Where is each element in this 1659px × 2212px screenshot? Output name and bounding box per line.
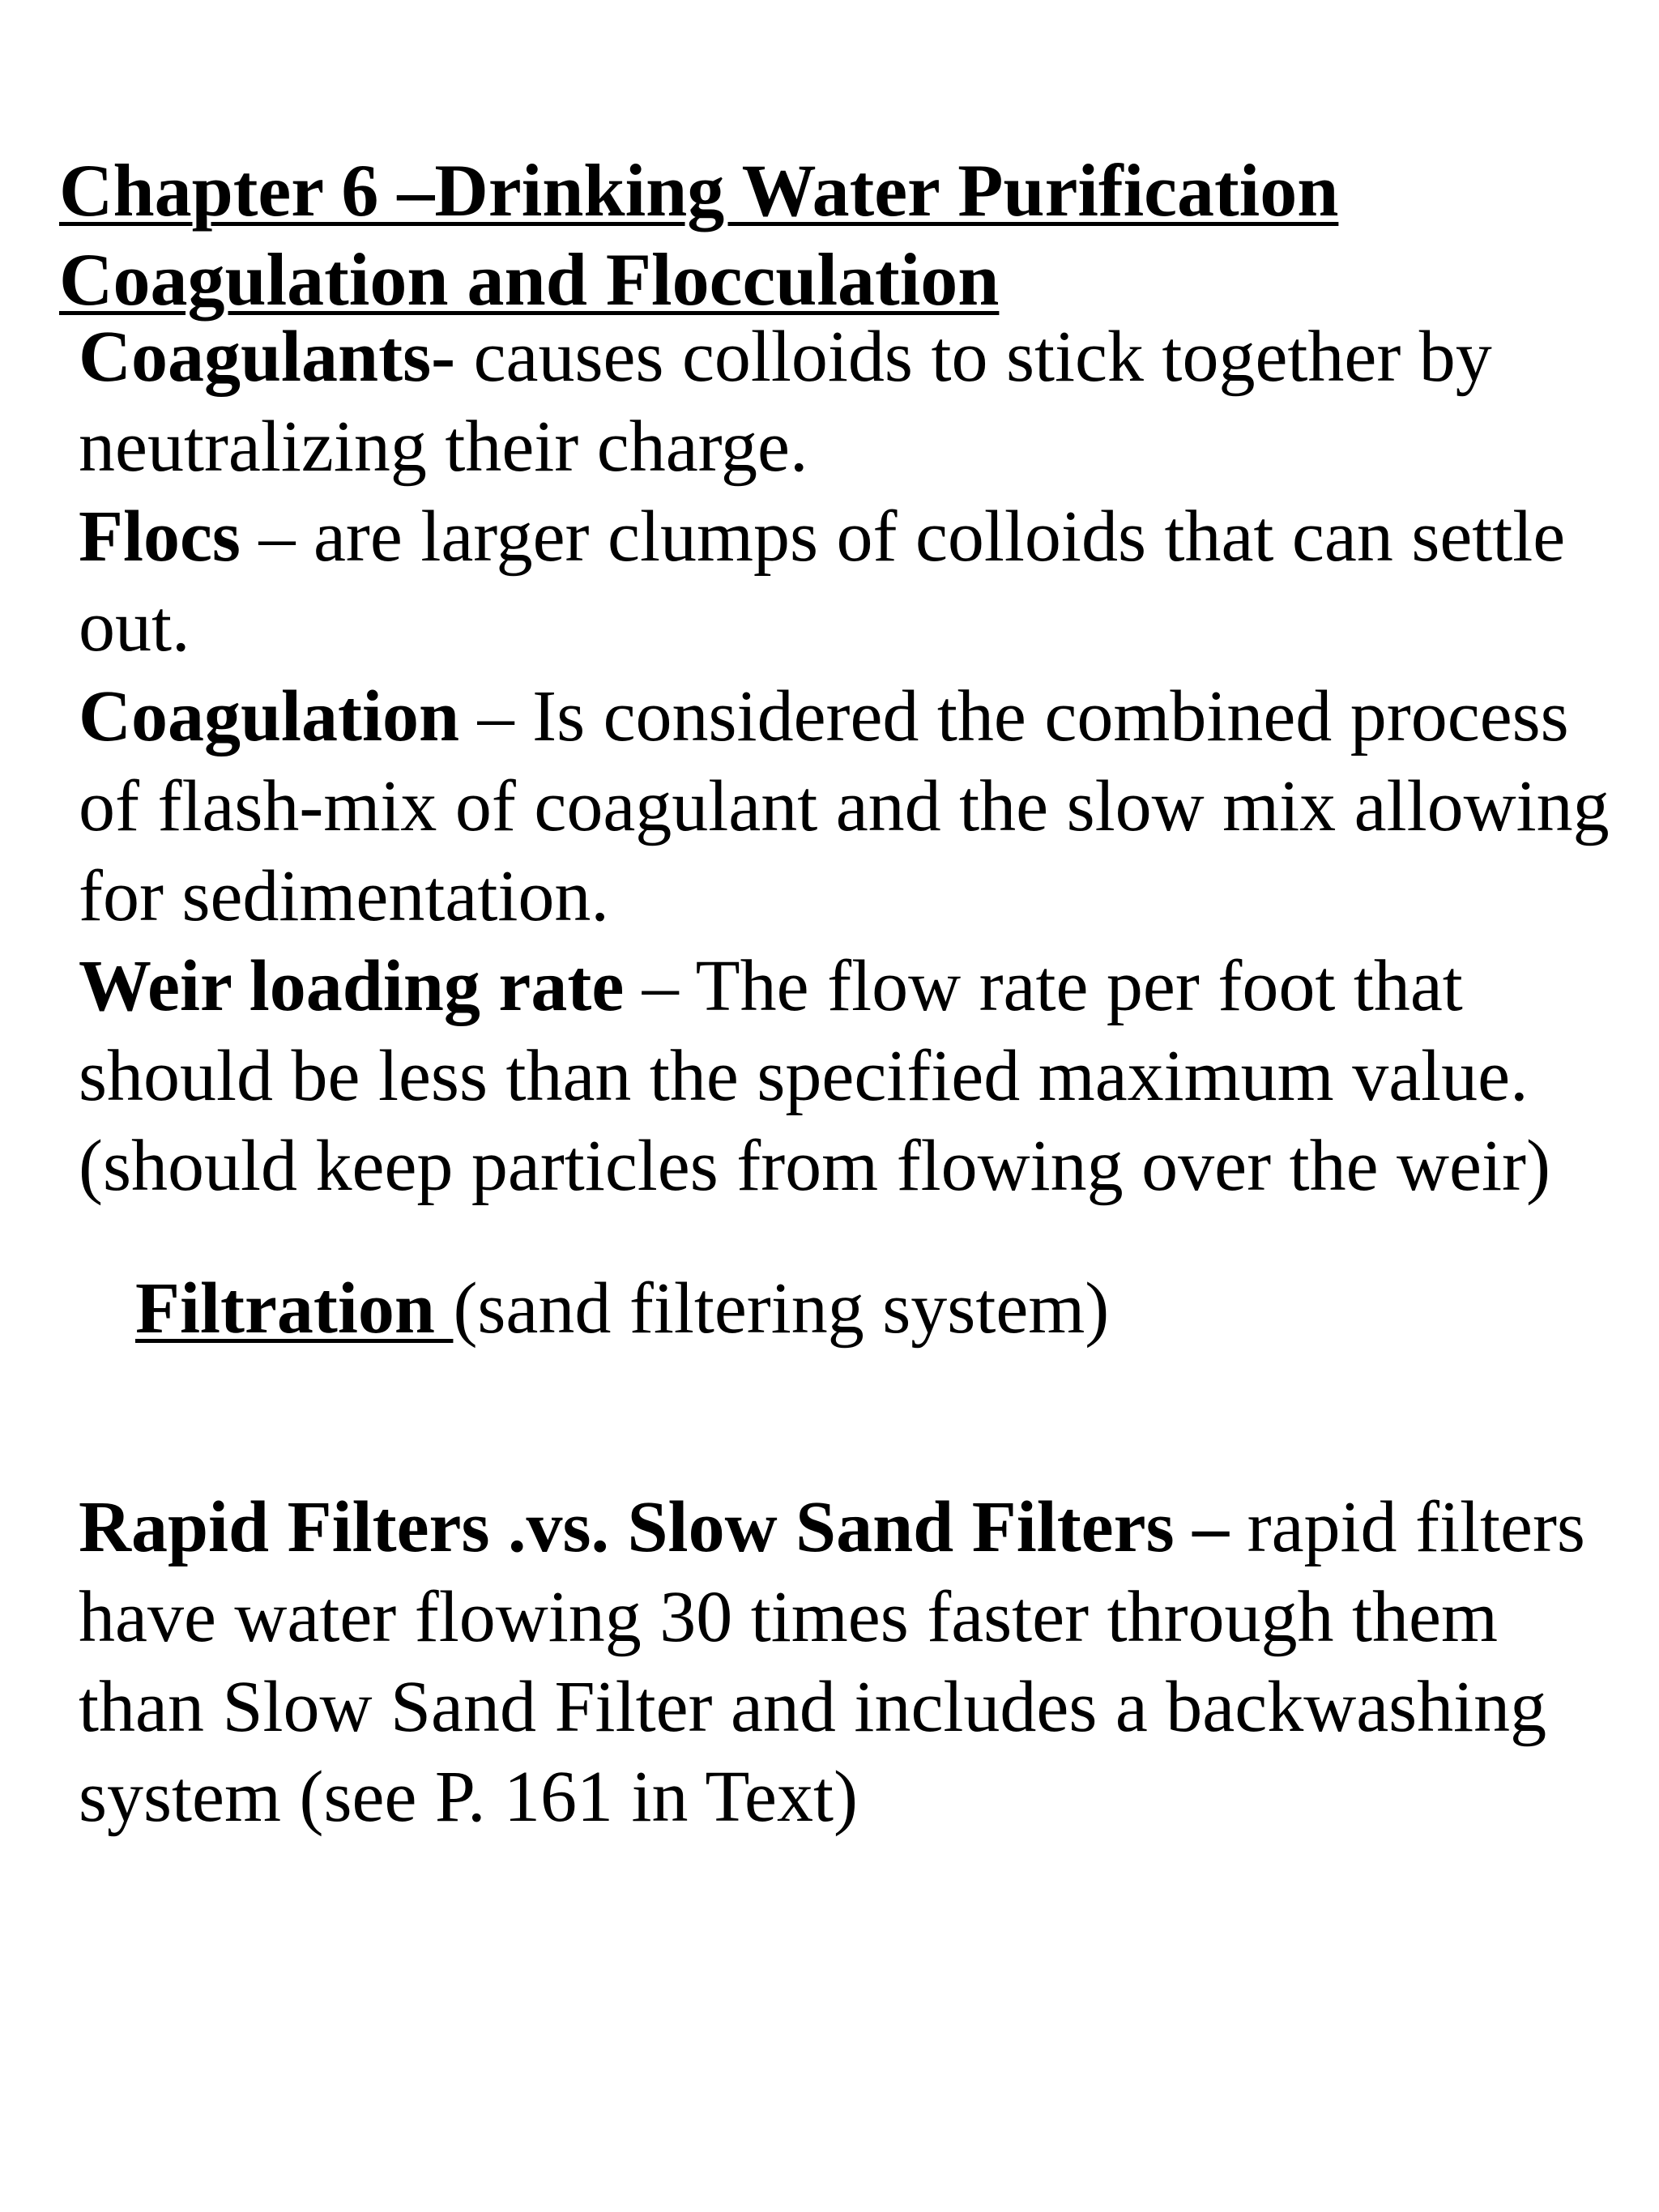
filtration-title: Filtration	[135, 1268, 454, 1349]
definition-text: causes colloids to stick together by neutralizing their charge.	[79, 317, 1492, 487]
definition-term: Coagulation	[79, 676, 460, 757]
chapter-title: Chapter 6 –Drinking Water Purification	[59, 149, 1339, 232]
rapid-filters-paragraph	[79, 1482, 1634, 1842]
definition-text: – Is considered the combined process of flash-mix of coagulant and the slow mix allowing for sedimentation.	[79, 676, 1610, 936]
definitions-list	[79, 312, 1634, 1211]
definition-weir-loading-rate	[79, 941, 1634, 1211]
definition-text: – The flow rate per foot that should be less than the specified maximum value. (should keep particles from flowing over the weir)	[79, 946, 1550, 1206]
rapid-filters-term: Rapid Filters .vs. Slow Sand Filters –	[79, 1487, 1230, 1567]
definition-term: Weir loading rate	[79, 946, 625, 1026]
page-title	[59, 146, 1598, 324]
definition-text: – are larger clumps of colloids that can settle out.	[79, 497, 1566, 667]
rapid-filters-text: rapid filters have water flowing 30 times faster through them than Slow Sand Filter and includes a backwashing system (see P. 161 in Text)	[79, 1487, 1585, 1837]
definition-coagulants	[79, 312, 1634, 492]
filtration-subtitle: (sand filtering system)	[453, 1268, 1110, 1349]
filtration-heading	[135, 1264, 1109, 1353]
definition-coagulation	[79, 671, 1634, 941]
definition-flocs	[79, 492, 1634, 671]
section-title: Coagulation and Flocculation	[59, 238, 1000, 321]
definition-term: Coagulants-	[79, 317, 456, 397]
definition-term: Flocs	[79, 497, 241, 577]
